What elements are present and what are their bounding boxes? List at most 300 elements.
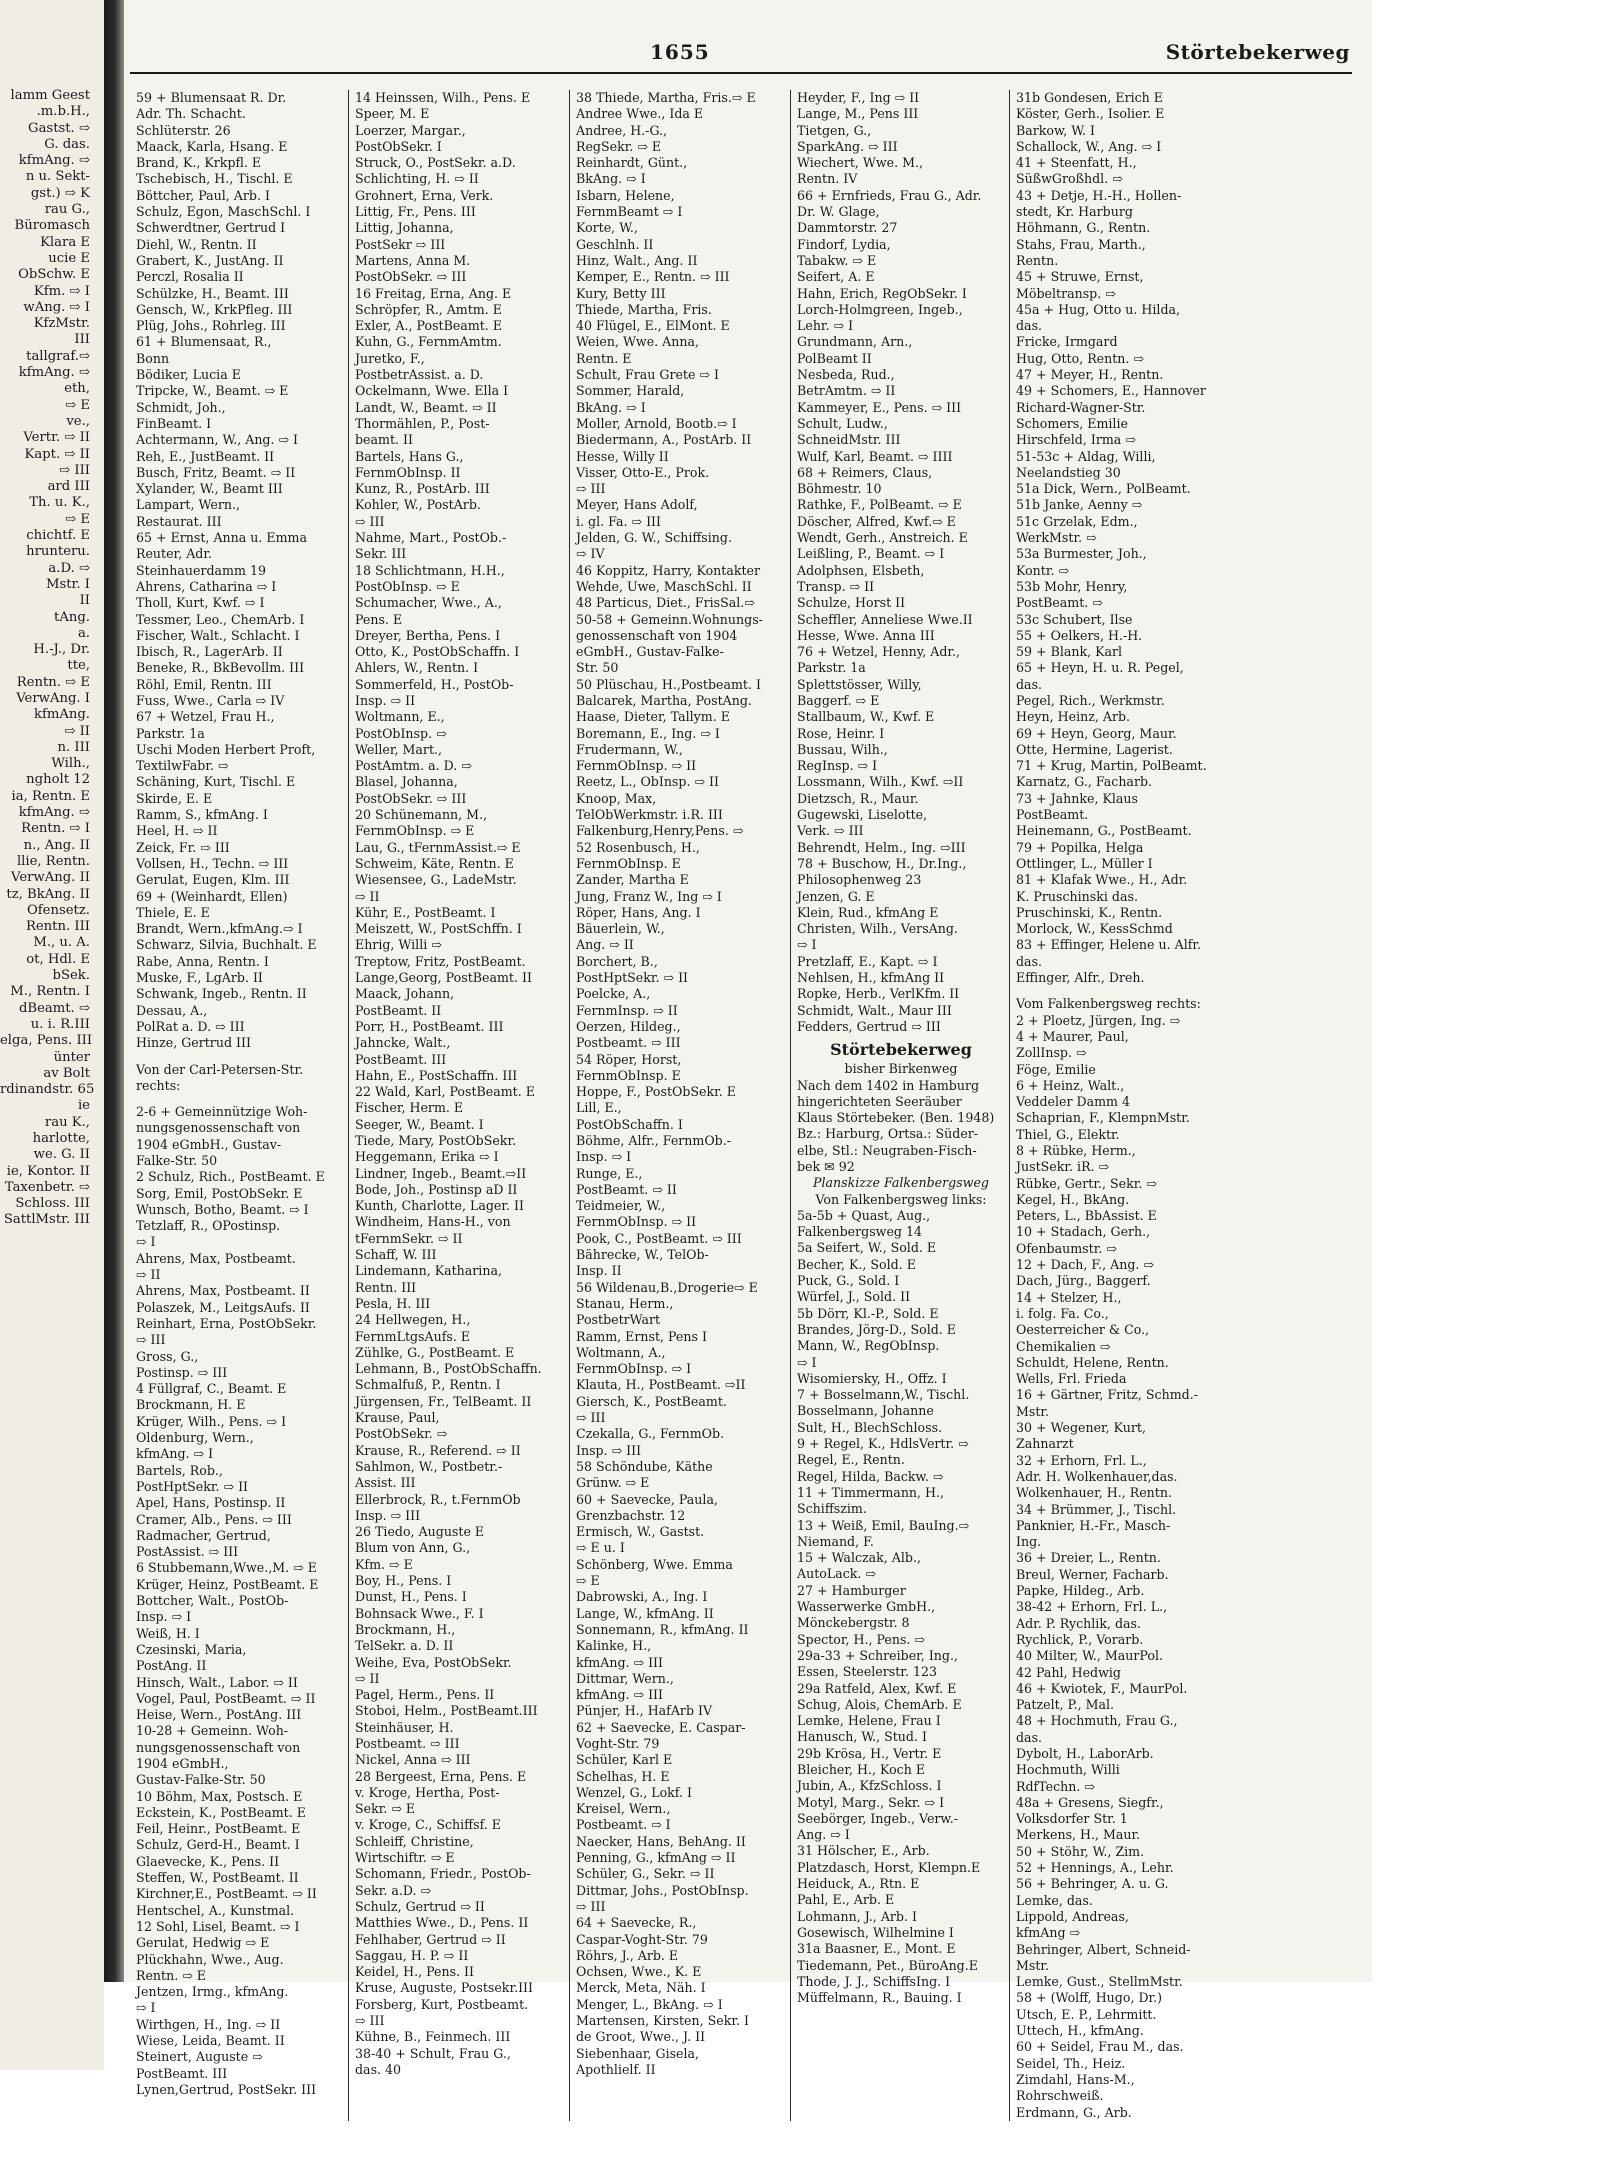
directory-entry-line: 2 Schulz, Rich., PostBeamt. E bbox=[136, 1169, 325, 1185]
directory-entry-line: Heinemann, G., PostBeamt. bbox=[1016, 823, 1192, 839]
directory-entry-line: Effinger, Alfr., Dreh. bbox=[1016, 970, 1145, 986]
directory-entry-line: FernmInsp. ⇨ II bbox=[576, 1002, 678, 1018]
directory-entry-line: Perczl, Rosalia II bbox=[136, 269, 244, 285]
directory-entry-line: hrunteru. bbox=[26, 544, 90, 560]
directory-entry-line: Moller, Arnold, Bootb.⇨ I bbox=[576, 415, 737, 431]
directory-entry-line: ve., bbox=[66, 413, 90, 429]
directory-entry-line: Korte, W., bbox=[576, 220, 638, 236]
directory-entry-line: ObSchw. E bbox=[18, 267, 90, 283]
directory-entry-line: Restaurat. III bbox=[136, 513, 222, 529]
directory-entry-line: Ahrens, Max, Postbeamt. bbox=[136, 1250, 296, 1266]
directory-entry-line: Kreisel, Wern., bbox=[576, 1801, 671, 1817]
directory-entry-line: Schwerdtner, Gertrud I bbox=[136, 220, 286, 236]
directory-entry-line: Schumacher, Wwe., A., bbox=[355, 595, 502, 611]
directory-entry-line: kfmAng. ⇨ bbox=[18, 153, 90, 169]
directory-entry-line: 60 + Saevecke, Paula, bbox=[576, 1491, 718, 1507]
directory-entry-line: Mstr. bbox=[1016, 1403, 1050, 1419]
directory-entry-line: Andree Wwe., Ida E bbox=[576, 106, 704, 122]
directory-entry-line: Zeick, Fr. ⇨ III bbox=[136, 839, 230, 855]
directory-columns bbox=[130, 90, 1352, 2120]
directory-entry-line: ucie E bbox=[48, 250, 90, 266]
directory-entry-line: Wendt, Gerh., Anstreich. E bbox=[797, 530, 968, 546]
directory-entry-line: Ofensetz. bbox=[26, 902, 90, 918]
directory-entry-line: ie bbox=[77, 1098, 90, 1114]
directory-entry-line: 38 Thiede, Martha, Fris.⇨ E bbox=[576, 90, 756, 105]
directory-entry-line: 6 + Heinz, Walt., bbox=[1016, 1077, 1125, 1093]
directory-entry-line: 14 Heinssen, Wilh., Pens. E bbox=[355, 90, 531, 105]
directory-entry-line: 59 + Blank, Karl bbox=[1016, 644, 1123, 660]
directory-entry-line: Dessau, A., bbox=[136, 1002, 208, 1018]
directory-entry-line: Stoboi, Helm., PostBeamt.III bbox=[355, 1703, 538, 1719]
directory-entry-line: Ahlers, W., Rentn. I bbox=[355, 660, 479, 676]
directory-entry-line: Cramer, Alb., Pens. ⇨ III bbox=[136, 1511, 292, 1527]
directory-entry-line: FinBeamt. I bbox=[136, 415, 212, 431]
directory-entry-line: II bbox=[79, 593, 90, 609]
directory-entry-line: Jürgensen, Fr., TelBeamt. II bbox=[355, 1393, 532, 1409]
directory-entry-line: Tripcke, W., Beamt. ⇨ E bbox=[136, 383, 289, 399]
directory-entry-line: PostBeamt. II bbox=[355, 1002, 442, 1018]
directory-entry-line: Woltmann, A., bbox=[576, 1344, 666, 1360]
directory-entry-line: Reetz, L., ObInsp. ⇨ II bbox=[576, 774, 719, 790]
column-1 bbox=[130, 90, 349, 2121]
directory-entry-line: 78 + Buschow, H., Dr.Ing., bbox=[797, 855, 967, 871]
directory-entry-line: ⇨ E bbox=[65, 397, 90, 413]
directory-entry-line: Rychlick, P., Vorarb. bbox=[1016, 1631, 1144, 1647]
directory-entry-line: Kfm. ⇨ I bbox=[33, 283, 90, 299]
directory-entry-line: Krause, Paul, bbox=[355, 1410, 440, 1426]
directory-entry-line: Oerzen, Hildeg., bbox=[576, 1018, 681, 1034]
directory-entry-line: Stallbaum, W., Kwf. E bbox=[797, 709, 935, 725]
directory-entry-line: Wells, Frl. Frieda bbox=[1016, 1371, 1127, 1387]
directory-entry-line: Panknier, H.-Fr., Masch- bbox=[1016, 1517, 1171, 1533]
directory-entry-line: SparkAng. ⇨ III bbox=[797, 138, 898, 154]
directory-entry-line: Regel, E., Rentn. bbox=[797, 1452, 905, 1468]
directory-entry-line: rau K., bbox=[44, 1114, 90, 1130]
column-3 bbox=[570, 90, 791, 2121]
directory-entry-line: Tiede, Mary, PostObSekr. bbox=[355, 1133, 517, 1148]
directory-entry-line: Bleicher, H., Koch E bbox=[797, 1761, 926, 1777]
directory-entry-line: Menger, L., BkAng. ⇨ I bbox=[576, 1996, 723, 2012]
directory-entry-line: FernmObInsp. E bbox=[576, 855, 681, 871]
directory-entry-line: 48 Particus, Diet., FrisSal.⇨ bbox=[576, 595, 755, 611]
directory-entry-line: Eckstein, K., PostBeamt. E bbox=[136, 1804, 306, 1820]
directory-entry-line: Tabakw. ⇨ E bbox=[797, 252, 877, 268]
directory-entry-line: Th. u. K., bbox=[29, 495, 90, 511]
directory-entry-line: Weller, Mart., bbox=[355, 741, 443, 757]
directory-entry-line: Schröpfer, R., Amtm. E bbox=[355, 301, 502, 317]
directory-entry-line: Brand, K., Krkpfl. E bbox=[136, 155, 262, 171]
directory-entry-line: Keidel, H., Pens. II bbox=[355, 1964, 474, 1980]
directory-entry-line: Sorg, Emil, PostObSekr. E bbox=[136, 1185, 303, 1201]
directory-entry-line: 52 Rosenbusch, H., bbox=[576, 839, 700, 855]
directory-entry-line: 45 + Struwe, Ernst, bbox=[1016, 269, 1144, 285]
directory-entry-line: Krause, R., Referend. ⇨ II bbox=[355, 1442, 521, 1458]
directory-entry-line: ot, Hdl. E bbox=[26, 951, 90, 967]
directory-page bbox=[124, 0, 1372, 2120]
directory-entry-line: Krüger, Heinz, PostBeamt. E bbox=[136, 1576, 319, 1592]
directory-entry-line: Merck, Meta, Näh. I bbox=[576, 1980, 706, 1996]
directory-entry-line: rechts: bbox=[136, 1077, 181, 1093]
directory-entry-line: 15 + Walczak, Alb., bbox=[797, 1550, 921, 1566]
directory-entry-line: 55 + Oelkers, H.-H. bbox=[1016, 627, 1143, 643]
directory-entry-line: FernmObInsp. ⇨ I bbox=[576, 1361, 692, 1377]
directory-entry-line: Postinsp. ⇨ III bbox=[136, 1364, 228, 1380]
directory-entry-line: 27 + Hamburger bbox=[797, 1582, 906, 1598]
directory-entry-line: Thiel, G., Elektr. bbox=[1016, 1126, 1120, 1142]
directory-entry-line: Wiesensee, G., LadeMstr. bbox=[355, 872, 517, 888]
directory-entry-line: Boremann, E., Ing. ⇨ I bbox=[576, 725, 720, 741]
directory-entry-line: ünter bbox=[53, 1049, 90, 1065]
directory-entry-line: das. bbox=[1016, 953, 1043, 969]
directory-entry-line: kfmAng. bbox=[33, 707, 90, 723]
directory-entry-line: SüßwGroßhdl. ⇨ bbox=[1016, 171, 1123, 187]
directory-entry-line: Rentn. IV bbox=[797, 171, 858, 187]
directory-entry-line: Nach dem 1402 in Hamburg bbox=[797, 1077, 980, 1093]
directory-entry-line: Dr. W. Glage, bbox=[797, 204, 880, 220]
directory-entry-line: ⇨ II bbox=[64, 723, 90, 739]
directory-entry-line: Jentzen, Irmg., kfmAng. bbox=[136, 1984, 289, 2000]
directory-entry-line: FernmObInsp. E bbox=[576, 1067, 681, 1083]
directory-entry-line: 38-40 + Schult, Frau G., bbox=[355, 2045, 511, 2061]
directory-entry-line: FernmObInsp. ⇨ II bbox=[576, 1214, 697, 1230]
directory-entry-line: Ibisch, R., LagerArb. II bbox=[136, 644, 283, 660]
directory-entry-line: K. Pruschinski das. bbox=[1016, 888, 1138, 904]
directory-entry-line: Lange,Georg, PostBeamt. II bbox=[355, 970, 532, 986]
directory-entry-line: 60 + Seidel, Frau M., das. bbox=[1016, 2039, 1184, 2055]
directory-entry-line: PolBeamt II bbox=[797, 350, 872, 366]
street-direction-left: Von Falkenbergsweg links: bbox=[815, 1191, 987, 1207]
directory-entry-line: Schloss. III bbox=[15, 1196, 90, 1212]
directory-entry-line: Schönberg, Wwe. Emma bbox=[576, 1556, 733, 1572]
directory-entry-line: PostBeamt. III bbox=[136, 2065, 228, 2081]
column-4 bbox=[791, 90, 1010, 2121]
directory-entry-line: 67 + Wetzel, Frau H., bbox=[136, 709, 275, 725]
directory-entry-line: ia, Rentn. E bbox=[11, 788, 90, 804]
directory-entry-line: Dittmar, Johs., PostObInsp. bbox=[576, 1882, 749, 1898]
directory-entry-line: Frudermann, W., bbox=[576, 741, 683, 757]
directory-entry-line: Müffelmann, R., Bauing. I bbox=[797, 1990, 962, 2006]
directory-entry-line: Zahnarzt bbox=[1016, 1436, 1074, 1452]
directory-entry-line: Ellerbrock, R., t.FernmOb bbox=[355, 1491, 521, 1507]
directory-entry-line: Glaevecke, K., Pens. II bbox=[136, 1853, 280, 1869]
directory-entry-line: Transp. ⇨ II bbox=[797, 578, 875, 594]
directory-entry-line: 48a + Gresens, Siegfr., bbox=[1016, 1794, 1164, 1810]
directory-entry-line: Fischer, Walt., Schlacht. I bbox=[136, 627, 300, 643]
directory-entry-line: Vollsen, H., Techn. ⇨ III bbox=[136, 855, 289, 871]
directory-entry-line: Lynen,Gertrud, PostSekr. III bbox=[136, 2081, 317, 2097]
directory-entry-line: Leißling, P., Beamt. ⇨ I bbox=[797, 546, 945, 562]
directory-entry-line: we. G. II bbox=[33, 1147, 90, 1163]
directory-entry-line: Postbeamt. ⇨ III bbox=[576, 1035, 681, 1051]
directory-entry-line: Wolkenhauer, H., Rentn. bbox=[1016, 1485, 1172, 1501]
directory-entry-line: Pook, C., PostBeamt. ⇨ III bbox=[576, 1230, 742, 1246]
directory-entry-line: Wirtschiftr. ⇨ E bbox=[355, 1850, 455, 1866]
directory-entry-line: Kruse, Auguste, Postsekr.III bbox=[355, 1980, 534, 1996]
directory-entry-line: Adolphsen, Elsbeth, bbox=[797, 562, 925, 578]
column-4-lower bbox=[797, 1208, 1005, 2007]
directory-entry-line: Meiszett, W., PostSchffn. I bbox=[355, 921, 522, 937]
directory-entry-line: ⇨ E bbox=[576, 1573, 600, 1589]
directory-entry-line: Schüler, G., Sekr. ⇨ II bbox=[576, 1866, 715, 1882]
directory-entry-line: Sekr. ⇨ E bbox=[355, 1801, 416, 1817]
directory-entry-line: Plückhahn, Wwe., Aug. bbox=[136, 1951, 284, 1967]
directory-entry-line: 79 + Popilka, Helga bbox=[1016, 839, 1144, 855]
directory-entry-line: Röper, Hans, Ang. I bbox=[576, 904, 701, 920]
directory-entry-line: Wiese, Leida, Beamt. II bbox=[136, 2033, 285, 2049]
directory-entry-line: n. III bbox=[57, 739, 90, 755]
directory-entry-line: Lau, G., tFernmAssist.⇨ E bbox=[355, 839, 521, 855]
directory-entry-line: Hug, Otto, Rentn. ⇨ bbox=[1016, 350, 1144, 366]
directory-entry-line: Seifert, A. E bbox=[797, 269, 875, 285]
directory-entry-line: Klauta, H., PostBeamt. ⇨II bbox=[576, 1377, 746, 1393]
directory-entry-line: Tietgen, G., bbox=[797, 122, 872, 138]
directory-entry-line: Lill, E., bbox=[576, 1100, 622, 1116]
directory-entry-line: Schmidt, Walt., Maur III bbox=[797, 1002, 952, 1018]
directory-entry-line: Saggau, H. P. ⇨ II bbox=[355, 1947, 469, 1963]
directory-entry-line: tte, bbox=[67, 658, 90, 674]
directory-entry-line: Von der Carl-Petersen-Str. bbox=[136, 1061, 304, 1077]
directory-entry-line: Sult, H., BlechSchloss. bbox=[797, 1419, 943, 1435]
directory-entry-line: Struck, O., PostSekr. a.D. bbox=[355, 155, 516, 171]
directory-entry-line: ⇨ I bbox=[797, 937, 817, 953]
directory-entry-line: ard III bbox=[47, 479, 90, 495]
directory-entry-line: Meyer, Hans Adolf, bbox=[576, 497, 698, 513]
directory-entry-line: Stahs, Frau, Marth., bbox=[1016, 236, 1146, 252]
street-description bbox=[797, 1078, 1005, 1176]
directory-entry-line: 46 Koppitz, Harry, Kontakter bbox=[576, 562, 761, 578]
directory-entry-line: Barkow, W. I bbox=[1016, 122, 1096, 138]
directory-entry-line: genossenschaft von 1904 bbox=[576, 627, 738, 643]
directory-entry-line: H.-J., Dr. bbox=[33, 642, 90, 658]
directory-entry-line: Wirthgen, H., Ing. ⇨ II bbox=[136, 2016, 281, 2032]
directory-entry-line: Runge, E., bbox=[576, 1165, 643, 1181]
directory-entry-line: FernmObInsp. II bbox=[355, 464, 461, 480]
directory-entry-line: Balcarek, Martha, PostAng. bbox=[576, 692, 752, 708]
directory-entry-line: Büromasch bbox=[14, 218, 90, 234]
directory-entry-line: Reinhart, Erna, PostObSekr. bbox=[136, 1315, 317, 1331]
directory-entry-line: Erdmann, G., Arb. bbox=[1016, 2104, 1132, 2120]
directory-entry-line: ngholt 12 bbox=[26, 772, 90, 788]
directory-entry-line: Gensch, W., KrkPfleg. III bbox=[136, 301, 293, 317]
directory-entry-line: Insp. ⇨ III bbox=[576, 1442, 642, 1458]
directory-entry-line: Bäuerlein, W., bbox=[576, 921, 665, 937]
directory-entry-line: Gerulat, Eugen, Klm. III bbox=[136, 872, 290, 888]
directory-entry-line: Porr, H., PostBeamt. III bbox=[355, 1018, 504, 1034]
directory-entry-line: Kammeyer, E., Pens. ⇨ III bbox=[797, 399, 962, 415]
directory-entry-line: Zimdahl, Hans-M., bbox=[1016, 2071, 1135, 2087]
directory-entry-line: Wunsch, Botho, Beamt. ⇨ I bbox=[136, 1201, 309, 1217]
directory-entry-line: Littig, Fr., Pens. III bbox=[355, 204, 476, 220]
directory-entry-line: Oesterreicher & Co., bbox=[1016, 1322, 1150, 1338]
directory-entry-line: Bährecke, W., TelOb- bbox=[576, 1247, 709, 1263]
directory-entry-line: 83 + Effinger, Helene u. Alfr. bbox=[1016, 937, 1202, 953]
directory-entry-line: Parkstr. 1a bbox=[136, 725, 205, 741]
directory-entry-line: Hesse, Wwe. Anna III bbox=[797, 627, 935, 643]
directory-entry-line: ⇨ III bbox=[576, 1410, 606, 1426]
directory-entry-line: Grenzbachstr. 12 bbox=[576, 1507, 686, 1523]
directory-entry-line: 81 + Klafak Wwe., H., Adr. bbox=[1016, 872, 1188, 888]
directory-entry-line: Fischer, Herm. E bbox=[355, 1100, 464, 1116]
directory-entry-line: Platzdasch, Horst, Klempn.E bbox=[797, 1859, 981, 1875]
directory-entry-line: Schwank, Ingeb., Rentn. II bbox=[136, 986, 307, 1002]
directory-entry-line: ⇨ E bbox=[65, 511, 90, 527]
directory-entry-line: 46 + Kwiotek, F., MaurPol. bbox=[1016, 1680, 1188, 1696]
directory-entry-line: Schmidt, Joh., bbox=[136, 399, 226, 415]
directory-entry-line: 56 Wildenau,B.,Drogerie⇨ E bbox=[576, 1279, 758, 1295]
directory-entry-line: Schomers, Emilie bbox=[1016, 415, 1128, 431]
directory-entry-line: Papke, Hildeg., Arb. bbox=[1016, 1583, 1145, 1599]
directory-entry-line: Hentschel, A., Kunstmal. bbox=[136, 1902, 295, 1918]
directory-entry-line: 69 + Heyn, Georg, Maur. bbox=[1016, 725, 1177, 741]
directory-entry-line: Böttcher, Paul, Arb. I bbox=[136, 187, 270, 203]
directory-entry-line: Bode, Joh., Postinsp aD II bbox=[355, 1181, 518, 1197]
directory-entry-line: Treptow, Fritz, PostBeamt. bbox=[355, 953, 526, 969]
directory-entry-line: Poelcke, A., bbox=[576, 986, 651, 1002]
directory-entry-line: Schallock, W., Ang. ⇨ I bbox=[1016, 138, 1162, 154]
directory-entry-line: Geschlnh. II bbox=[576, 236, 654, 252]
column-4-upper bbox=[797, 90, 1005, 1035]
directory-entry-line: .m.b.H., bbox=[36, 104, 90, 120]
directory-entry-line: Fehlhaber, Gertrud ⇨ II bbox=[355, 1931, 506, 1947]
directory-entry-line: Heiduck, A., Rtn. E bbox=[797, 1876, 920, 1892]
directory-entry-line: Blasel, Johanna, bbox=[355, 774, 458, 790]
directory-entry-line: Gugewski, Liselotte, bbox=[797, 807, 928, 823]
directory-entry-line: 51b Janke, Aenny ⇨ bbox=[1016, 497, 1143, 513]
directory-entry-line: ie, Kontor. II bbox=[6, 1163, 90, 1179]
directory-entry-line: Windheim, Hans-H., von bbox=[355, 1214, 511, 1230]
directory-entry-line: chichtf. E bbox=[26, 528, 90, 544]
directory-entry-line: 34 + Brümmer, J., Tischl. bbox=[1016, 1501, 1177, 1517]
directory-entry-line: Wiechert, Wwe. M., bbox=[797, 155, 923, 171]
directory-entry-line: Wasserwerke GmbH., bbox=[797, 1599, 936, 1615]
directory-entry-line: Pesla, H. III bbox=[355, 1295, 431, 1311]
directory-entry-line: elga, Pens. III bbox=[0, 1033, 93, 1049]
directory-entry-line: Zühlke, G., PostBeamt. E bbox=[355, 1344, 515, 1360]
directory-entry-line: i. folg. Fa. Co., bbox=[1016, 1305, 1109, 1321]
directory-entry-line: Ahrens, Max, Postbeamt. II bbox=[136, 1283, 310, 1299]
directory-entry-line: u. i. R.III bbox=[30, 1016, 90, 1032]
directory-entry-line: Wenzel, G., Lokf. I bbox=[576, 1784, 692, 1800]
directory-entry-line: Bartels, Rob., bbox=[136, 1462, 223, 1478]
directory-entry-line: kfmAng. ⇨ III bbox=[576, 1687, 663, 1703]
directory-entry-line: Otto, K., PostObSchaffn. I bbox=[355, 644, 520, 660]
directory-entry-line: Rentn. III bbox=[355, 1279, 417, 1295]
directory-entry-line: 53b Mohr, Henry, bbox=[1016, 578, 1128, 594]
directory-entry-line: Grünw. ⇨ E bbox=[576, 1475, 650, 1491]
section-spacer bbox=[136, 1052, 344, 1062]
directory-entry-line: Polaszek, M., LeitgsAufs. II bbox=[136, 1299, 310, 1315]
directory-entry-line: Höhmann, G., Rentn. bbox=[1016, 220, 1151, 236]
directory-entry-line: Apothlielf. II bbox=[576, 2061, 656, 2077]
directory-entry-line: PostAmtm. a. D. ⇨ bbox=[355, 758, 472, 774]
directory-entry-line: 51-53c + Aldag, Willi, bbox=[1016, 448, 1156, 464]
directory-entry-line: nungsgenossenschaft von bbox=[136, 1120, 301, 1136]
directory-entry-line: Hinz, Walt., Ang. II bbox=[576, 252, 698, 268]
directory-entry-line: ⇨ III bbox=[576, 1898, 606, 1914]
directory-entry-line: Becher, K., Sold. E bbox=[797, 1256, 916, 1272]
directory-entry-line: Brockmann, H. E bbox=[136, 1397, 246, 1413]
directory-entry-line: kfmAng. ⇨ I bbox=[136, 1446, 214, 1462]
directory-entry-line: Schweim, Käte, Rentn. E bbox=[355, 855, 514, 871]
directory-entry-line: Schulze, Horst II bbox=[797, 595, 906, 611]
directory-entry-line: Rentn. ⇨ I bbox=[21, 821, 90, 837]
directory-entry-line: Schelhas, H. E bbox=[576, 1768, 670, 1784]
directory-entry-line: 50 + Stöhr, W., Zim. bbox=[1016, 1843, 1145, 1859]
directory-entry-line: Ramm, S., kfmAng. I bbox=[136, 807, 268, 823]
directory-entry-line: TextilwFabr. ⇨ bbox=[136, 758, 229, 774]
page-number: 1655 bbox=[650, 40, 710, 64]
directory-entry-line: Möbeltransp. ⇨ bbox=[1016, 285, 1116, 301]
column-2 bbox=[349, 90, 570, 2121]
directory-entry-line: Insp. ⇨ II bbox=[355, 692, 416, 708]
directory-entry-line: Richard-Wagner-Str. bbox=[1016, 399, 1146, 415]
directory-entry-line: 64 + Saevecke, R., bbox=[576, 1915, 697, 1931]
directory-entry-line: VerwAng. II bbox=[11, 870, 90, 886]
directory-entry-line: Scheffler, Anneliese Wwe.II bbox=[797, 611, 973, 627]
directory-entry-line: Spector, H., Pens. ⇨ bbox=[797, 1631, 925, 1647]
directory-entry-line: 28 Bergeest, Erna, Pens. E bbox=[355, 1768, 527, 1784]
directory-entry-line: Ing. bbox=[1016, 1534, 1042, 1550]
directory-entry-line: Lohmann, J., Arb. I bbox=[797, 1908, 917, 1924]
directory-entry-line: Kunz, R., PostArb. III bbox=[355, 481, 490, 497]
directory-entry-line: Rose, Heinr. I bbox=[797, 725, 885, 741]
directory-entry-line: 69 + (Weinhardt, Ellen) bbox=[136, 888, 288, 904]
directory-entry-line: Martensen, Kirsten, Sekr. I bbox=[576, 2013, 749, 2029]
directory-entry-line: Woltmann, E., bbox=[355, 709, 445, 725]
directory-entry-line: Czesinski, Maria, bbox=[136, 1641, 247, 1657]
directory-entry-line: Lampart, Wern., bbox=[136, 497, 240, 513]
directory-entry-line: Gustav-Falke-Str. 50 bbox=[136, 1772, 266, 1788]
directory-entry-line: Reinhardt, Günt., bbox=[576, 155, 688, 171]
directory-entry-line: Behringer, Albert, Schneid- bbox=[1016, 1941, 1191, 1957]
directory-entry-line: rdinandstr. 65 bbox=[0, 1082, 95, 1098]
directory-entry-line: Lehr. ⇨ I bbox=[797, 318, 854, 334]
directory-entry-line: v. Kroge, Hertha, Post- bbox=[355, 1784, 500, 1800]
directory-entry-line: Steffen, W., PostBeamt. II bbox=[136, 1870, 299, 1886]
directory-entry-line: Kühne, B., Feinmech. III bbox=[355, 2029, 511, 2045]
directory-entry-line: Martens, Anna M. bbox=[355, 252, 471, 268]
directory-entry-line: Schlichting, H. ⇨ II bbox=[355, 171, 479, 187]
directory-entry-line: 24 Hellwegen, H., bbox=[355, 1312, 471, 1328]
directory-entry-line: dBeamt. ⇨ bbox=[18, 1000, 90, 1016]
directory-entry-line: 50 Plüschau, H.,Postbeamt. I bbox=[576, 676, 761, 692]
directory-entry-line: 13 + Weiß, Emil, BauIng.⇨ bbox=[797, 1517, 970, 1533]
directory-entry-line: 58 Schöndube, Käthe bbox=[576, 1458, 713, 1474]
directory-entry-line: Uschi Moden Herbert Proft, bbox=[136, 741, 316, 757]
directory-entry-line: TelObWerkmstr. i.R. III bbox=[576, 807, 723, 823]
directory-entry-line: Schult, Frau Grete ⇨ I bbox=[576, 367, 719, 383]
directory-entry-line: Pens. E bbox=[355, 611, 403, 627]
directory-entry-line: 53c Schubert, Ilse bbox=[1016, 611, 1133, 627]
directory-entry-line: BkAng. ⇨ I bbox=[576, 399, 646, 415]
directory-entry-line: Utsch, E. P., Lehrmitt. bbox=[1016, 2006, 1157, 2022]
directory-entry-line: 11 + Timmermann, H., bbox=[797, 1484, 945, 1500]
directory-entry-line: III bbox=[74, 332, 90, 348]
directory-entry-line: Pahl, E., Arb. E bbox=[797, 1892, 895, 1908]
directory-entry-line: Lindner, Ingeb., Beamt.⇨II bbox=[355, 1165, 527, 1181]
directory-entry-line: Exler, A., PostBeamt. E bbox=[355, 318, 503, 334]
directory-entry-line: Regel, Hilda, Backw. ⇨ bbox=[797, 1468, 944, 1484]
directory-entry-line: Heel, H. ⇨ II bbox=[136, 823, 218, 839]
directory-entry-line: Isbarn, Helene, bbox=[576, 187, 675, 203]
directory-entry-line: 49 + Schomers, E., Hannover bbox=[1016, 383, 1206, 399]
directory-entry-line: PostObInsp. ⇨ E bbox=[355, 578, 460, 594]
directory-entry-line: Bosselmann, Johanne bbox=[797, 1403, 934, 1419]
directory-entry-line: Insp. ⇨ I bbox=[136, 1609, 192, 1625]
directory-entry-line: Mstr. bbox=[1016, 1957, 1050, 1973]
directory-entry-line: Weihe, Eva, PostObSekr. bbox=[355, 1654, 512, 1670]
directory-entry-line: ⇨ I bbox=[136, 2000, 156, 2016]
